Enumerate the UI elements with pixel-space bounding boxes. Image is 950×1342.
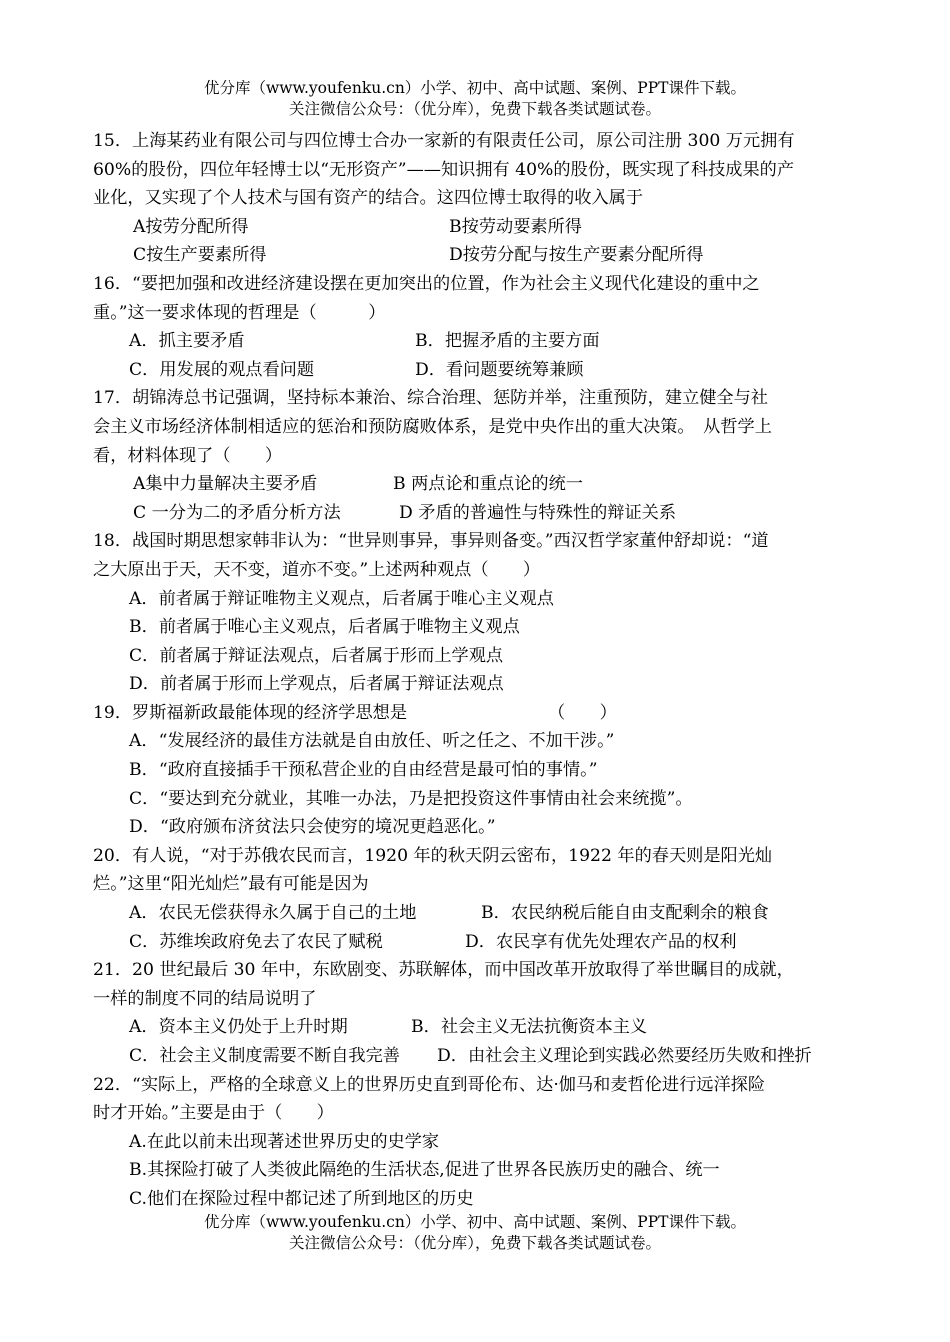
page-header xyxy=(0,78,950,120)
option-a: A．前者属于辩证唯物主义观点，后者属于唯心主义观点 xyxy=(129,588,554,609)
question-17 xyxy=(93,384,863,527)
option-a: A．农民无偿获得永久属于自己的土地 xyxy=(129,903,417,924)
option-d: D．由社会主义理论到实践必然要经历失败和挫折 xyxy=(437,1046,812,1066)
question-stem-line: 烂。”这里“阳光灿烂”最有可能是因为 xyxy=(93,874,369,895)
question-stem-line: 时才开始。”主要是由于（ ） xyxy=(93,1103,334,1124)
option-a: A．资本主义仍处于上升时期 xyxy=(129,1017,348,1038)
option-row xyxy=(93,928,863,957)
option-b: B.其探险打破了人类彼此隔绝的生活状态,促进了世界各民族历史的融合、统一 xyxy=(129,1160,720,1181)
option-row xyxy=(93,241,863,270)
option-c: C．“要达到充分就业，其唯一办法，乃是把投资这件事情由社会来统揽”。 xyxy=(129,788,693,809)
option-b: B．社会主义无法抗衡资本主义 xyxy=(411,1017,648,1038)
option-row xyxy=(93,470,863,499)
option-row xyxy=(93,499,863,528)
option-row xyxy=(93,1042,863,1071)
question-20 xyxy=(93,842,863,956)
question-stem-line: 21．20 世纪最后 30 年中，东欧剧变、苏联解体，而中国改革开放取得了举世瞩目的成就， xyxy=(93,960,794,981)
option-b: B按劳动要素所得 xyxy=(449,216,582,237)
question-stem-line: 之大原出于天，天不变，道亦不变。”上述两种观点（ ） xyxy=(93,559,541,580)
question-21 xyxy=(93,956,863,1070)
option-b: B．“政府直接插手干预私营企业的自由经营是最可怕的事情。” xyxy=(129,760,598,781)
question-stem-line: 20．有人说，“对于苏俄农民而言，1920 年的秋天阴云密布，1922 年的春天则是阳光灿 xyxy=(93,845,773,866)
option-d: D．“政府颁布济贫法只会使穷的境况更趋恶化。” xyxy=(129,817,496,838)
question-18 xyxy=(93,527,863,699)
question-stem-line: 会主义市场经济体制相适应的惩治和预防腐败体系，是党中央作出的重大决策。 从哲学上 xyxy=(93,416,772,437)
question-stem-line: 22．“实际上，严格的全球意义上的世界历史直到哥伦布、达·伽马和麦哲伦进行远洋探险 xyxy=(93,1074,766,1095)
question-stem-line: 业化，又实现了个人技术与国有资产的结合。这四位博士取得的收入属于 xyxy=(93,188,644,209)
option-a: A按劳分配所得 xyxy=(133,216,249,237)
question-stem-line: 看，材料体现了（ ） xyxy=(93,445,283,466)
option-c: C 一分为二的矛盾分析方法 xyxy=(133,502,341,523)
option-d: D．看问题要统筹兼顾 xyxy=(415,359,584,380)
answer-bracket: （ ） xyxy=(548,702,617,723)
header-line-2: 关注微信公众号：（优分库），免费下载各类试题试卷。 xyxy=(288,100,661,118)
question-stem-line: 重。”这一要求体现的哲理是（ ） xyxy=(93,302,386,323)
option-c: C．前者属于辩证法观点，后者属于形而上学观点 xyxy=(129,645,504,666)
option-row xyxy=(93,213,863,242)
option-b: B 两点论和重点论的统一 xyxy=(393,474,583,495)
option-a: A集中力量解决主要矛盾 xyxy=(133,474,318,495)
question-stem-line: 17．胡锦涛总书记强调，坚持标本兼治、综合治理、惩防并举，注重预防，建立健全与社 xyxy=(93,388,768,409)
question-stem-line: 60%的股份，四位年轻博士以“无形资产”——知识拥有 40%的股份，既实现了科技成果的产 xyxy=(93,159,795,180)
question-stem-line: 15．上海某药业有限公司与四位博士合办一家新的有限责任公司，原公司注册 300 万元拥有 xyxy=(93,131,795,151)
option-row xyxy=(93,327,863,356)
question-19 xyxy=(93,699,863,842)
option-d: D．前者属于形而上学观点，后者属于辩证法观点 xyxy=(129,674,504,695)
option-b: B．把握矛盾的主要方面 xyxy=(415,331,600,352)
question-stem-line: 一样的制度不同的结局说明了 xyxy=(93,988,317,1009)
option-c: C．苏维埃政府免去了农民了赋税 xyxy=(129,931,383,952)
header-line-1: 优分库（www.youfenku.cn）小学、初中、高中试题、案例、PPT课件下载。 xyxy=(203,79,747,97)
question-stem-line xyxy=(93,699,863,728)
option-b: B．农民纳税后能自由支配剩余的粮食 xyxy=(481,903,769,924)
option-d: D．农民享有优先处理农产品的权利 xyxy=(465,931,737,952)
option-c: C．用发展的观点看问题 xyxy=(129,359,315,380)
option-a: A.在此以前未出现著述世界历史的史学家 xyxy=(129,1131,440,1152)
page-footer xyxy=(0,1212,950,1254)
question-stem-line: 18．战国时期思想家韩非认为：“世异则事异，事异则备变。”西汉哲学家董仲舒却说：“道 xyxy=(93,531,769,552)
option-c: C.他们在探险过程中都记述了所到地区的历史 xyxy=(129,1188,474,1209)
option-c: C．社会主义制度需要不断自我完善 xyxy=(129,1046,400,1066)
question-15 xyxy=(93,127,863,270)
option-a: A．“发展经济的最佳方法就是自由放任、听之任之、不加干涉。” xyxy=(129,731,615,752)
footer-line-1: 优分库（www.youfenku.cn）小学、初中、高中试题、案例、PPT课件下载。 xyxy=(203,1213,747,1231)
question-stem: 19．罗斯福新政最能体现的经济学思想是 xyxy=(93,702,408,723)
option-b: B．前者属于唯心主义观点，后者属于唯物主义观点 xyxy=(129,617,520,638)
question-stem-line: 16．“要把加强和改进经济建设摆在更加突出的位置，作为社会主义现代化建设的重中之 xyxy=(93,273,760,294)
option-a: A．抓主要矛盾 xyxy=(129,331,245,352)
question-22 xyxy=(93,1071,863,1214)
question-list xyxy=(93,127,863,1214)
option-d: D按劳分配与按生产要素分配所得 xyxy=(449,245,704,266)
question-16 xyxy=(93,270,863,384)
option-c: C按生产要素所得 xyxy=(133,245,267,266)
option-d: D 矛盾的普遍性与特殊性的辩证关系 xyxy=(399,502,677,523)
footer-line-2: 关注微信公众号：（优分库），免费下载各类试题试卷。 xyxy=(288,1234,661,1252)
option-row xyxy=(93,356,863,385)
option-row xyxy=(93,1013,863,1042)
option-row xyxy=(93,899,863,928)
